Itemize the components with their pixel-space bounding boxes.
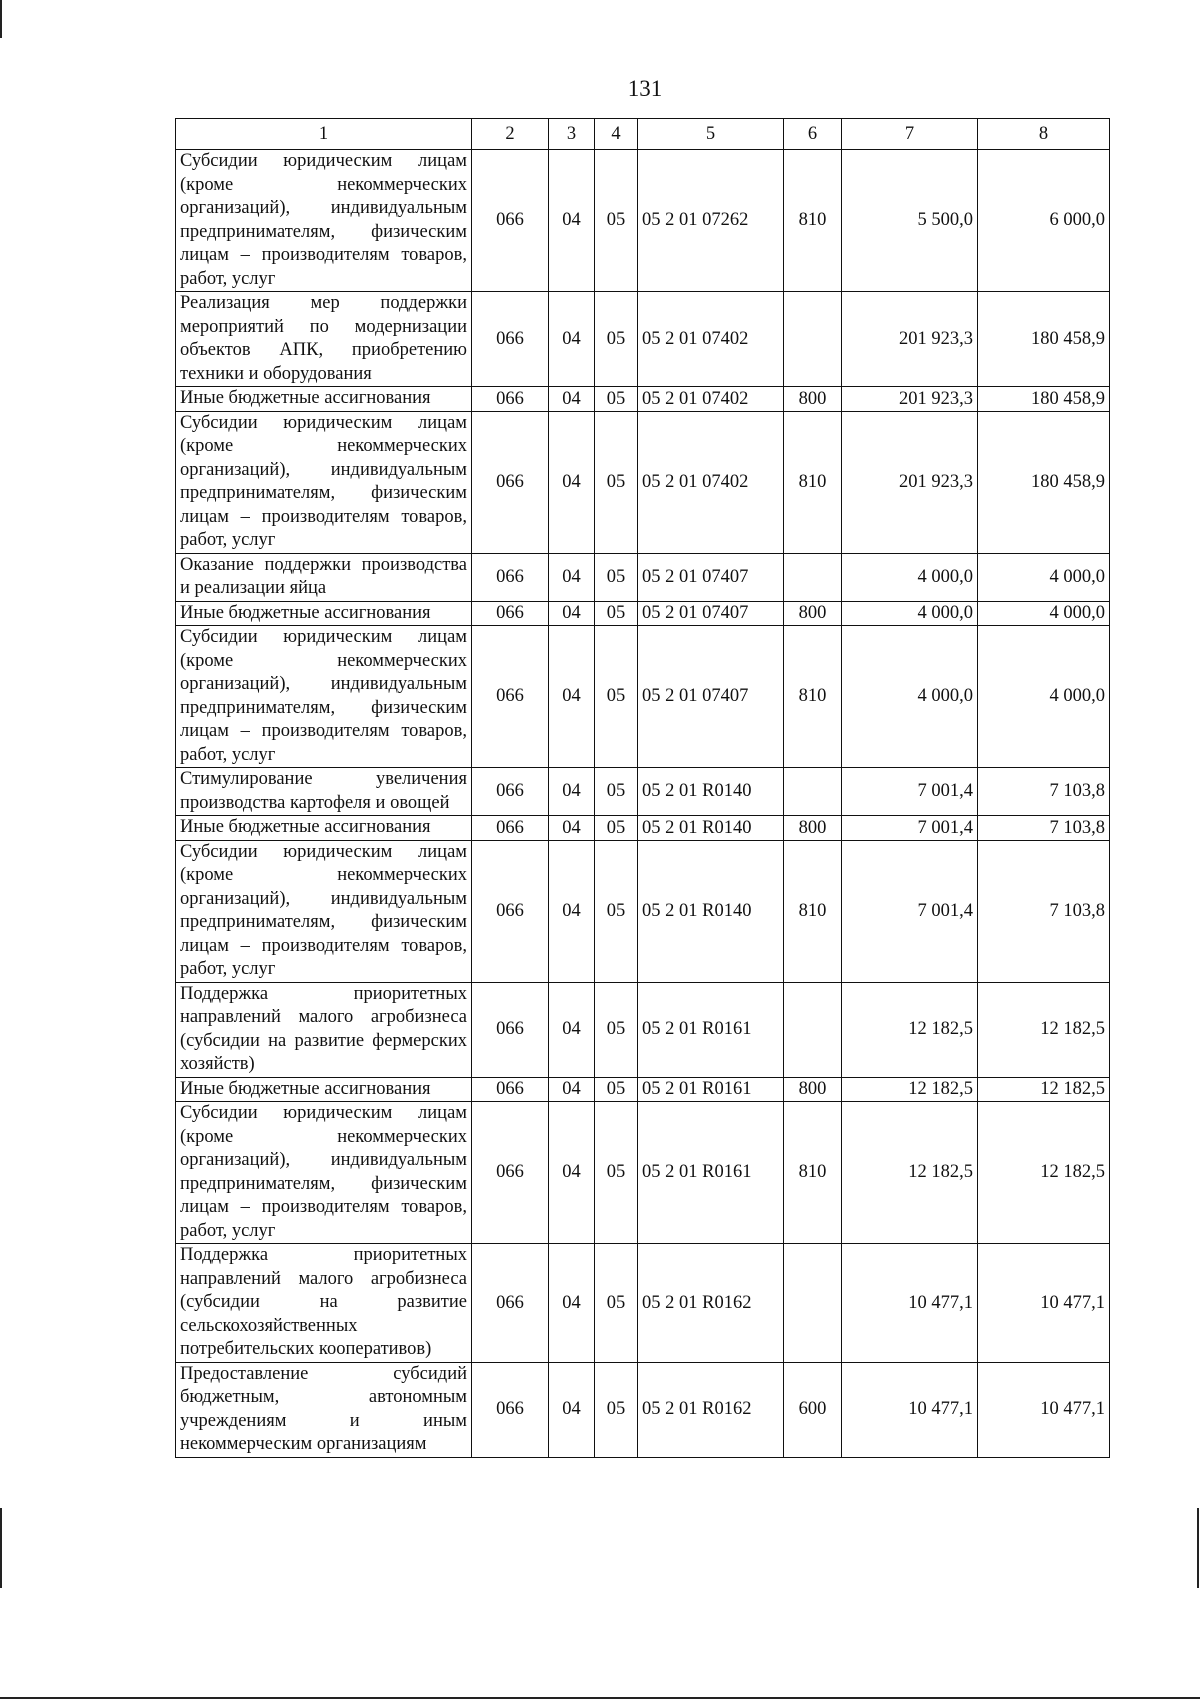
column-header: 3 [549,119,595,150]
amount-year1-cell: 201 923,3 [842,411,978,553]
section-code-cell: 04 [549,1244,595,1363]
column-header: 6 [784,119,842,150]
amount-year1-cell: 7 001,4 [842,816,978,841]
column-header: 4 [595,119,638,150]
ministry-code-cell: 066 [472,150,549,292]
table-row [176,626,1110,768]
scan-edge-mark [1197,1508,1199,1588]
column-header: 8 [978,119,1110,150]
expense-type-cell [784,768,842,816]
target-article-cell: 05 2 01 07262 [638,150,784,292]
column-header: 1 [176,119,472,150]
target-article-cell: 05 2 01 R0162 [638,1244,784,1363]
amount-year2-cell: 6 000,0 [978,150,1110,292]
subsection-code-cell: 05 [595,292,638,387]
ministry-code-cell: 066 [472,1077,549,1102]
amount-year2-cell: 12 182,5 [978,1102,1110,1244]
target-article-cell: 05 2 01 R0161 [638,1102,784,1244]
table-header-row [176,119,1110,150]
page-number: 131 [627,76,663,101]
table-row [176,411,1110,553]
amount-year1-cell: 4 000,0 [842,601,978,626]
target-article-cell: 05 2 01 07407 [638,553,784,601]
expense-type-cell: 810 [784,840,842,982]
section-code-cell: 04 [549,292,595,387]
expense-type-cell: 810 [784,626,842,768]
table-row [176,553,1110,601]
target-article-cell: 05 2 01 R0140 [638,816,784,841]
section-code-cell: 04 [549,816,595,841]
subsection-code-cell: 05 [595,1362,638,1457]
amount-year2-cell: 10 477,1 [978,1244,1110,1363]
amount-year2-cell: 180 458,9 [978,411,1110,553]
row-name-cell: Субсидии юридическим лицам (кроме некоммерческих организаций), индивидуальным предпринимателям, физическим лицам – производителям товаров, работ, услуг [176,1102,472,1244]
amount-year2-cell: 180 458,9 [978,387,1110,412]
ministry-code-cell: 066 [472,553,549,601]
expense-type-cell: 800 [784,601,842,626]
scan-edge-mark [0,0,2,38]
subsection-code-cell: 05 [595,387,638,412]
ministry-code-cell: 066 [472,601,549,626]
column-header: 5 [638,119,784,150]
amount-year2-cell: 4 000,0 [978,553,1110,601]
expense-type-cell [784,1244,842,1363]
amount-year2-cell: 7 103,8 [978,840,1110,982]
target-article-cell: 05 2 01 07407 [638,601,784,626]
table-row [176,768,1110,816]
amount-year1-cell: 7 001,4 [842,768,978,816]
expense-type-cell: 800 [784,816,842,841]
subsection-code-cell: 05 [595,816,638,841]
expense-type-cell [784,553,842,601]
amount-year1-cell: 4 000,0 [842,626,978,768]
section-code-cell: 04 [549,553,595,601]
row-name-cell: Иные бюджетные ассигнования [176,816,472,841]
ministry-code-cell: 066 [472,1102,549,1244]
row-name-cell: Оказание поддержки производства и реализации яйца [176,553,472,601]
target-article-cell: 05 2 01 R0140 [638,840,784,982]
section-code-cell: 04 [549,150,595,292]
section-code-cell: 04 [549,1102,595,1244]
amount-year2-cell: 180 458,9 [978,292,1110,387]
ministry-code-cell: 066 [472,982,549,1077]
table-row [176,150,1110,292]
section-code-cell: 04 [549,840,595,982]
target-article-cell: 05 2 01 07402 [638,411,784,553]
row-name-cell: Предоставление субсидий бюджетным, автономным учреждениям и иным некоммерческим организациям [176,1362,472,1457]
amount-year2-cell: 12 182,5 [978,982,1110,1077]
scan-edge-mark [0,1508,2,1588]
subsection-code-cell: 05 [595,626,638,768]
scan-edge-mark [0,1697,1200,1699]
row-name-cell: Иные бюджетные ассигнования [176,387,472,412]
ministry-code-cell: 066 [472,768,549,816]
expense-type-cell: 800 [784,387,842,412]
section-code-cell: 04 [549,601,595,626]
subsection-code-cell: 05 [595,982,638,1077]
section-code-cell: 04 [549,626,595,768]
amount-year1-cell: 12 182,5 [842,982,978,1077]
amount-year1-cell: 10 477,1 [842,1244,978,1363]
table-row [176,1077,1110,1102]
section-code-cell: 04 [549,768,595,816]
subsection-code-cell: 05 [595,1077,638,1102]
amount-year1-cell: 12 182,5 [842,1077,978,1102]
expense-type-cell: 600 [784,1362,842,1457]
ministry-code-cell: 066 [472,411,549,553]
row-name-cell: Поддержка приоритетных направлений малого агробизнеса (субсидии на развитие фермерских хозяйств) [176,982,472,1077]
ministry-code-cell: 066 [472,816,549,841]
amount-year1-cell: 201 923,3 [842,387,978,412]
subsection-code-cell: 05 [595,1102,638,1244]
target-article-cell: 05 2 01 R0162 [638,1362,784,1457]
amount-year2-cell: 4 000,0 [978,601,1110,626]
row-name-cell: Стимулирование увеличения производства картофеля и овощей [176,768,472,816]
expense-type-cell: 800 [784,1077,842,1102]
amount-year1-cell: 12 182,5 [842,1102,978,1244]
table-row [176,840,1110,982]
table-row [176,1102,1110,1244]
section-code-cell: 04 [549,1077,595,1102]
expense-type-cell [784,982,842,1077]
table-row [176,601,1110,626]
table-row [176,982,1110,1077]
ministry-code-cell: 066 [472,1244,549,1363]
amount-year2-cell: 7 103,8 [978,816,1110,841]
row-name-cell: Иные бюджетные ассигнования [176,601,472,626]
section-code-cell: 04 [549,387,595,412]
target-article-cell: 05 2 01 R0161 [638,1077,784,1102]
row-name-cell: Реализация мер поддержки мероприятий по модернизации объектов АПК, приобретению техники и оборудования [176,292,472,387]
target-article-cell: 05 2 01 R0161 [638,982,784,1077]
amount-year1-cell: 4 000,0 [842,553,978,601]
subsection-code-cell: 05 [595,768,638,816]
amount-year1-cell: 5 500,0 [842,150,978,292]
ministry-code-cell: 066 [472,292,549,387]
row-name-cell: Субсидии юридическим лицам (кроме некоммерческих организаций), индивидуальным предпринимателям, физическим лицам – производителям товаров, работ, услуг [176,411,472,553]
amount-year2-cell: 4 000,0 [978,626,1110,768]
table-row [176,1244,1110,1363]
amount-year2-cell: 12 182,5 [978,1077,1110,1102]
subsection-code-cell: 05 [595,553,638,601]
target-article-cell: 05 2 01 07402 [638,387,784,412]
table-row [176,292,1110,387]
table-row [176,1362,1110,1457]
amount-year1-cell: 201 923,3 [842,292,978,387]
amount-year2-cell: 10 477,1 [978,1362,1110,1457]
table-body [176,150,1110,1458]
amount-year1-cell: 10 477,1 [842,1362,978,1457]
target-article-cell: 05 2 01 R0140 [638,768,784,816]
amount-year2-cell: 7 103,8 [978,768,1110,816]
ministry-code-cell: 066 [472,1362,549,1457]
subsection-code-cell: 05 [595,150,638,292]
ministry-code-cell: 066 [472,626,549,768]
table-row [176,387,1110,412]
ministry-code-cell: 066 [472,840,549,982]
amount-year1-cell: 7 001,4 [842,840,978,982]
expense-type-cell: 810 [784,150,842,292]
row-name-cell: Иные бюджетные ассигнования [176,1077,472,1102]
row-name-cell: Субсидии юридическим лицам (кроме некоммерческих организаций), индивидуальным предпринимателям, физическим лицам – производителям товаров, работ, услуг [176,150,472,292]
subsection-code-cell: 05 [595,411,638,553]
row-name-cell: Поддержка приоритетных направлений малого агробизнеса (субсидии на развитие сельскохозяйственных потребительских кооперативов) [176,1244,472,1363]
subsection-code-cell: 05 [595,601,638,626]
column-header: 2 [472,119,549,150]
section-code-cell: 04 [549,982,595,1077]
row-name-cell: Субсидии юридическим лицам (кроме некоммерческих организаций), индивидуальным предпринимателям, физическим лицам – производителям товаров, работ, услуг [176,840,472,982]
subsection-code-cell: 05 [595,1244,638,1363]
expense-type-cell: 810 [784,1102,842,1244]
expense-type-cell: 810 [784,411,842,553]
section-code-cell: 04 [549,411,595,553]
subsection-code-cell: 05 [595,840,638,982]
budget-table [175,118,1110,1458]
expense-type-cell [784,292,842,387]
target-article-cell: 05 2 01 07402 [638,292,784,387]
column-header: 7 [842,119,978,150]
target-article-cell: 05 2 01 07407 [638,626,784,768]
table-row [176,816,1110,841]
section-code-cell: 04 [549,1362,595,1457]
ministry-code-cell: 066 [472,387,549,412]
row-name-cell: Субсидии юридическим лицам (кроме некоммерческих организаций), индивидуальным предпринимателям, физическим лицам – производителям товаров, работ, услуг [176,626,472,768]
